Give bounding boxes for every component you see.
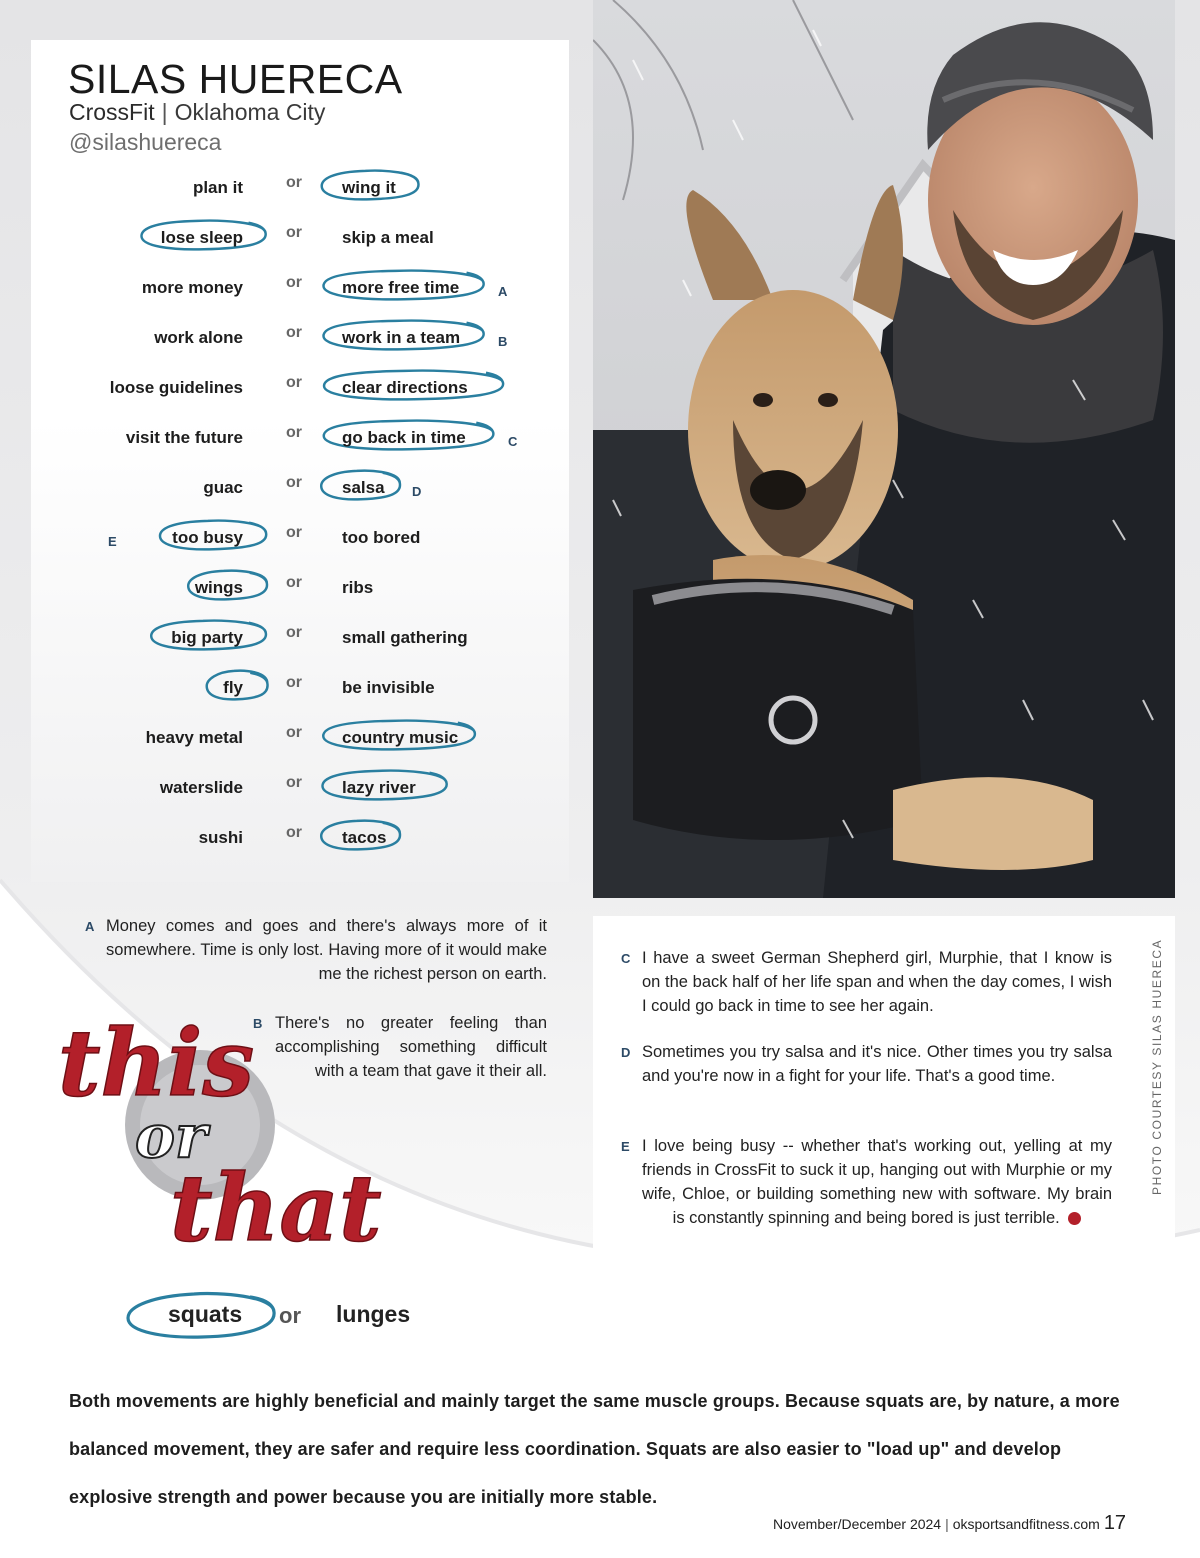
- choice-or: or: [286, 674, 302, 691]
- choice-left: visit the future: [125, 428, 243, 447]
- choice-right: clear directions: [342, 378, 468, 397]
- choice-or: or: [286, 624, 302, 641]
- note-d-text: Sometimes you try salsa and it's nice. Other times you try salsa and you're now in a fight for your life. That's a good time.: [642, 1043, 1112, 1085]
- note-e: [621, 1134, 1112, 1230]
- choice-note-marker: A: [498, 284, 508, 299]
- choice-left: guac: [203, 478, 243, 497]
- choice-row: [0, 368, 600, 408]
- choice-or: or: [286, 174, 302, 191]
- note-c: [621, 946, 1112, 1018]
- choice-left: more money: [141, 278, 243, 297]
- note-d: [621, 1040, 1112, 1088]
- choice-or: or: [286, 824, 302, 841]
- choice-right: too bored: [342, 528, 421, 547]
- choice-row: [0, 568, 600, 608]
- choice-right: more free time: [342, 278, 460, 297]
- choice-row: [0, 518, 600, 558]
- choice-left: too busy: [172, 528, 243, 547]
- photo-credit: PHOTO COURTESY SILAS HUERECA: [1150, 938, 1164, 1195]
- choice-row: [0, 218, 600, 258]
- choice-row: [0, 668, 600, 708]
- choice-left: big party: [171, 628, 243, 647]
- choice-left: fly: [223, 678, 243, 697]
- feature-right-choice: lunges: [336, 1301, 411, 1327]
- choice-right: small gathering: [342, 628, 468, 647]
- choice-row: [0, 718, 600, 758]
- choice-left: sushi: [198, 828, 243, 847]
- note-e-text: I love being busy -- whether that's working out, yelling at my friends in CrossFit to suck it up, hanging out with Murphie or my wife, Chloe, or building something new with software. My brain is constantly spinning and being bored is just terrible.: [642, 1137, 1112, 1227]
- feature-left-choice: squats: [168, 1301, 243, 1327]
- choice-or: or: [286, 474, 302, 491]
- choice-right: lazy river: [342, 778, 416, 797]
- end-mark-icon: [1068, 1212, 1081, 1225]
- logo-this: this: [58, 1009, 255, 1117]
- choice-or: or: [286, 424, 302, 441]
- separator: |: [161, 99, 168, 125]
- note-c-text: I have a sweet German Shepherd girl, Murphie, that I know is on the back half of her life span and when the day comes, I wish I could go back in time to see her again.: [642, 949, 1112, 1015]
- choice-note-marker: E: [108, 534, 117, 549]
- choice-row: [0, 468, 600, 508]
- page-number: 17: [1103, 1512, 1127, 1534]
- feature-or: or: [279, 1303, 301, 1328]
- footer-separator: |: [945, 1516, 949, 1532]
- choice-or: or: [286, 724, 302, 741]
- choice-right: ribs: [342, 578, 374, 597]
- choice-or: or: [286, 524, 302, 541]
- logo-that: that: [170, 1154, 382, 1262]
- choice-left: wings: [194, 578, 243, 597]
- logo-or: or: [135, 1102, 207, 1172]
- choice-right: salsa: [342, 478, 385, 497]
- page-footer: [773, 1512, 1126, 1535]
- choice-right: work in a team: [342, 328, 461, 347]
- choice-left: plan it: [192, 178, 243, 197]
- feature-explanation: Both movements are highly beneficial and mainly target the same muscle groups. Because squats are, by nature, a more balanced movement, they are safer and require less coordination. Squats are also easier to "load up" and develop explosive strength and power because you are initially more stable.: [69, 1391, 1120, 1507]
- choice-right: country music: [342, 728, 459, 747]
- note-a: [85, 914, 547, 986]
- social-handle: @silashuereca: [69, 129, 222, 155]
- note-a-text: Money comes and goes and there's always more of it somewhere. Time is only lost. Having more of it would make me the richest person on earth.: [106, 917, 547, 983]
- choice-or: or: [286, 274, 302, 291]
- choice-or: or: [286, 374, 302, 391]
- this-or-that-logo: [50, 985, 410, 1270]
- note-b-letter: B: [253, 1016, 263, 1031]
- choice-or: or: [286, 224, 302, 241]
- choice-row: [0, 168, 600, 208]
- choice-row: [0, 318, 600, 358]
- note-c-letter: C: [621, 951, 631, 966]
- choice-left: waterslide: [159, 778, 243, 797]
- footer-site: oksportsandfitness.com: [952, 1516, 1100, 1532]
- athlete-affiliation: [69, 99, 325, 126]
- choice-note-marker: D: [412, 484, 422, 499]
- choice-right: wing it: [342, 178, 396, 197]
- choice-left: work alone: [154, 328, 243, 347]
- choice-right: be invisible: [342, 678, 435, 697]
- choice-note-marker: C: [508, 434, 518, 449]
- choice-right: tacos: [342, 828, 387, 847]
- note-a-letter: A: [85, 919, 95, 934]
- athlete-photo: [593, 0, 1175, 898]
- choice-note-marker: B: [498, 334, 508, 349]
- choice-or: or: [286, 774, 302, 791]
- sport-label: CrossFit: [69, 99, 155, 125]
- choice-left: loose guidelines: [109, 378, 243, 397]
- choice-or: or: [286, 324, 302, 341]
- note-e-letter: E: [621, 1139, 630, 1154]
- choice-row: [0, 268, 600, 308]
- choice-left: heavy metal: [145, 728, 243, 747]
- choice-right: go back in time: [342, 428, 466, 447]
- city-label: Oklahoma City: [174, 99, 326, 125]
- choice-left: lose sleep: [160, 228, 243, 247]
- note-d-letter: D: [621, 1045, 631, 1060]
- choice-row: [0, 818, 600, 858]
- choice-row: [0, 618, 600, 658]
- choice-or: or: [286, 574, 302, 591]
- choice-row: [0, 418, 600, 458]
- issue-date: November/December 2024: [773, 1516, 942, 1532]
- choice-right: skip a meal: [342, 228, 434, 247]
- note-b-text: There's no greater feeling than accomplishing something difficult with a team that gave it their all.: [275, 1014, 547, 1080]
- athlete-name: SILAS HUERECA: [68, 56, 403, 102]
- choice-row: [0, 768, 600, 808]
